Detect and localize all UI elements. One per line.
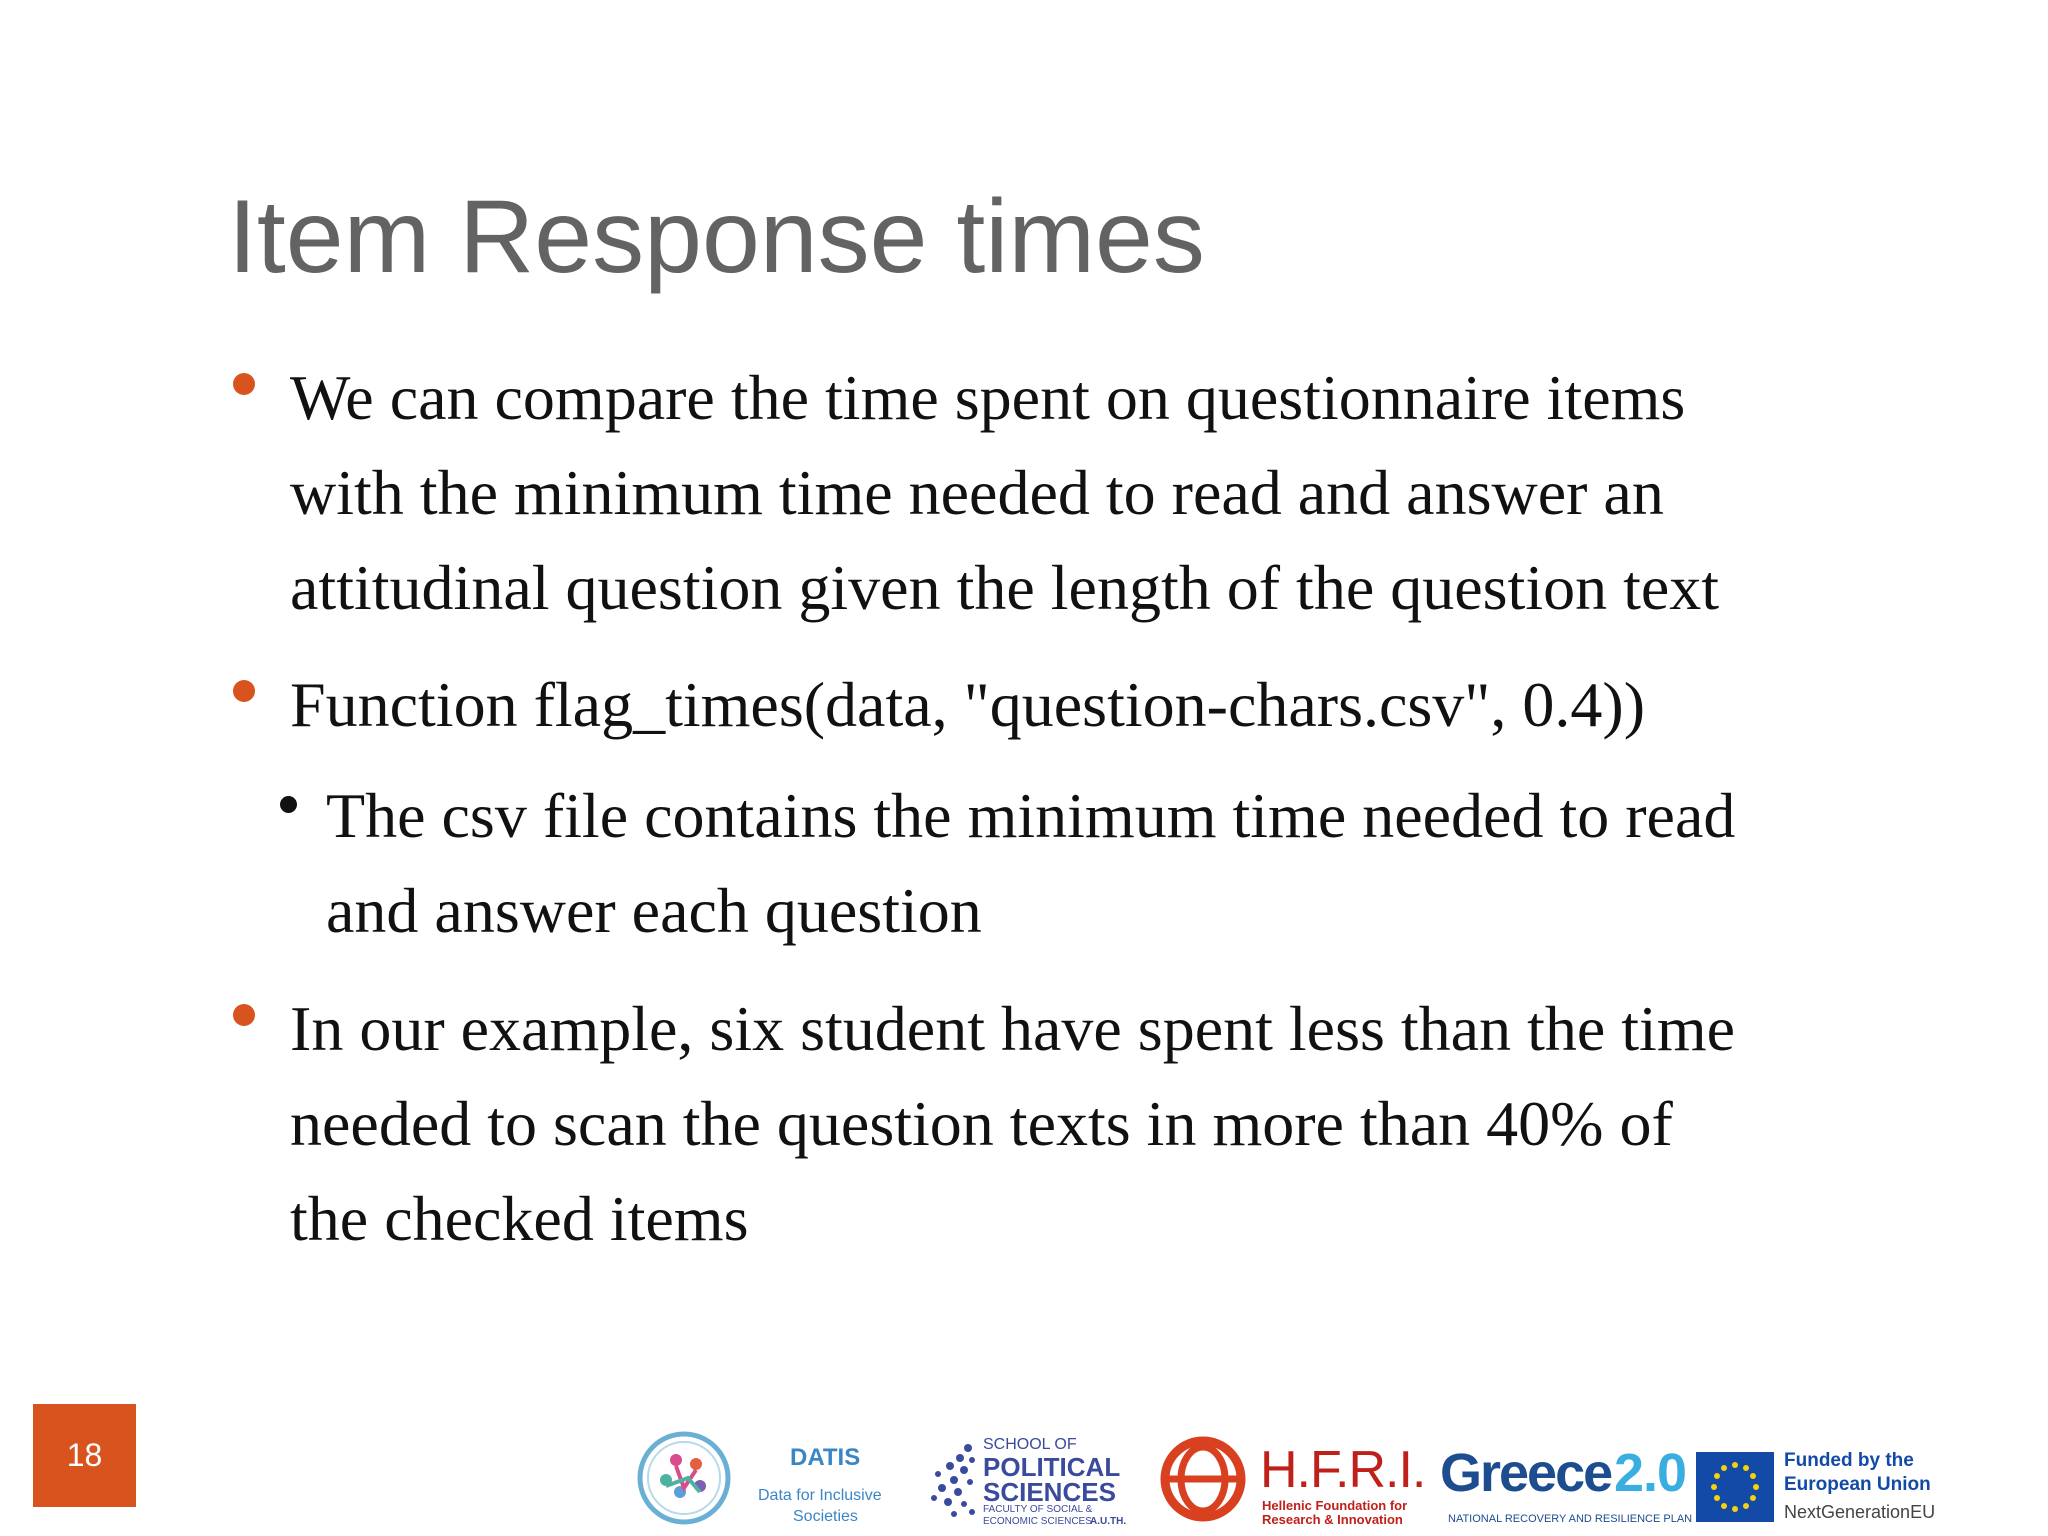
school-line: FACULTY OF SOCIAL & bbox=[983, 1504, 1093, 1515]
slide-title: Item Response times bbox=[228, 179, 1205, 295]
bullet-line: Function flag_times(data, "question-chars.csv", 0.4)) bbox=[290, 669, 1646, 740]
school-line: SCIENCES bbox=[983, 1477, 1116, 1507]
datis-subtitle: Societies bbox=[793, 1508, 858, 1525]
eu-line: NextGenerationEU bbox=[1784, 1502, 1936, 1522]
datis-name: DATIS bbox=[790, 1444, 861, 1471]
school-line: ECONOMIC SCIENCES bbox=[983, 1516, 1092, 1527]
datis-logo-icon bbox=[636, 1430, 732, 1526]
sub-bullet-dot bbox=[280, 796, 297, 813]
hfri-emblem-icon bbox=[1160, 1436, 1246, 1522]
bullet-line: We can compare the time spent on questionnaire items bbox=[290, 362, 1686, 433]
datis-subtitle: Data for Inclusive bbox=[758, 1487, 882, 1504]
school-line: A.U.TH. bbox=[1090, 1516, 1127, 1527]
school-line: SCHOOL OF bbox=[983, 1436, 1077, 1453]
bullet-line: with the minimum time needed to read and answer an bbox=[290, 457, 1664, 528]
greece-version: 2.0 bbox=[1614, 1443, 1687, 1503]
eu-flag-icon bbox=[1696, 1452, 1774, 1522]
sub-bullet-line: and answer each question bbox=[326, 875, 982, 946]
page-number: 18 bbox=[33, 1404, 136, 1507]
school-line: POLITICAL bbox=[983, 1452, 1121, 1482]
school-dots-icon bbox=[928, 1440, 980, 1520]
sub-bullet-line: The csv file contains the minimum time needed to read bbox=[326, 780, 1736, 851]
bullet-line: the checked items bbox=[290, 1183, 749, 1254]
eu-line: European Union bbox=[1784, 1474, 1931, 1495]
greece-tagline: NATIONAL RECOVERY AND RESILIENCE PLAN bbox=[1448, 1513, 1693, 1525]
hfri-line: Hellenic Foundation for bbox=[1262, 1498, 1408, 1513]
eu-line: Funded by the bbox=[1784, 1450, 1914, 1471]
hfri-line: Research & Innovation bbox=[1262, 1512, 1403, 1527]
bullet-line: needed to scan the question texts in more than 40% of bbox=[290, 1088, 1673, 1159]
bullet-line: attitudinal question given the length of the question text bbox=[290, 552, 1720, 623]
hfri-name: H.F.R.I. bbox=[1260, 1441, 1426, 1499]
bullet-dot bbox=[233, 373, 255, 395]
greece-name: Greece bbox=[1440, 1443, 1612, 1503]
bullet-line: In our example, six student have spent less than the time bbox=[290, 993, 1735, 1064]
bullet-dot bbox=[233, 1004, 255, 1026]
bullet-dot bbox=[233, 680, 255, 702]
